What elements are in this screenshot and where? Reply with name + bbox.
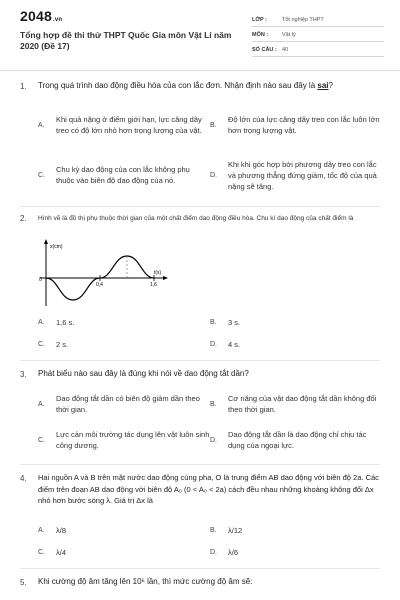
option-label: A. bbox=[38, 400, 45, 408]
option-a[interactable] bbox=[38, 316, 210, 328]
option-text: λ/8 bbox=[56, 525, 67, 535]
option-a[interactable] bbox=[38, 524, 210, 536]
option-label: D. bbox=[210, 548, 217, 556]
oscillation-graph bbox=[30, 238, 170, 310]
question-divider bbox=[20, 568, 380, 569]
option-a[interactable] bbox=[38, 390, 210, 418]
option-label: D. bbox=[210, 340, 217, 348]
meta-value: Vật lý bbox=[282, 32, 296, 38]
option-label: C. bbox=[38, 340, 45, 348]
logo-text: 2048 bbox=[20, 8, 52, 24]
document-meta bbox=[252, 14, 384, 59]
option-b[interactable] bbox=[210, 316, 382, 328]
question-text: Phát biểu nào sau đây là đúng khi nói về dao động tắt dần? bbox=[38, 369, 249, 378]
document-title: Tổng hợp đề thi thử THPT Quốc Gia môn Vật Lí năm 2020 (Đề 17) bbox=[20, 30, 232, 51]
x-axis-arrow bbox=[163, 276, 168, 280]
option-text: λ/4 bbox=[56, 547, 67, 557]
option-label: A. bbox=[38, 121, 45, 129]
option-d[interactable] bbox=[210, 338, 382, 350]
option-c[interactable] bbox=[38, 546, 210, 558]
header-divider bbox=[0, 70, 400, 71]
x-axis-label: t(s) bbox=[154, 270, 162, 276]
option-text: Chu kỳ dao động của con lắc không phụ thuộc vào biên độ dao động của nó. bbox=[56, 165, 190, 185]
option-label: A. bbox=[38, 526, 45, 534]
option-d[interactable] bbox=[210, 546, 382, 558]
meta-row-class bbox=[252, 14, 384, 27]
origin-label: 0 bbox=[39, 277, 42, 283]
option-label: B. bbox=[210, 526, 217, 534]
question-number: 4. bbox=[20, 474, 27, 483]
option-a[interactable] bbox=[38, 104, 210, 146]
option-label: B. bbox=[210, 121, 217, 129]
option-text: 2 s. bbox=[56, 339, 69, 349]
option-b[interactable] bbox=[210, 104, 382, 146]
option-text: 3 s. bbox=[228, 317, 241, 327]
option-c[interactable] bbox=[38, 338, 210, 350]
option-label: D. bbox=[210, 436, 217, 444]
option-label: D. bbox=[210, 171, 217, 179]
question-text-post: ? bbox=[328, 81, 333, 90]
meta-label: SỐ CÂU : bbox=[252, 47, 277, 53]
option-b[interactable] bbox=[210, 390, 382, 418]
y-axis-label: x(cm) bbox=[50, 244, 63, 250]
question-text-pre: Trong quá trình dao động điều hòa của con lắc đơn. Nhận định nào sau đây là bbox=[38, 81, 318, 90]
option-d[interactable] bbox=[210, 426, 382, 454]
question-divider bbox=[20, 464, 380, 465]
option-label: A. bbox=[38, 318, 45, 326]
meta-value: 40 bbox=[282, 47, 289, 53]
option-text: Khi quả nặng ở điểm giới hạn, lực căng dây treo có độ lớn nhỏ hơn trọng lượng của vật. bbox=[56, 115, 202, 135]
tick-label: 0,4 bbox=[96, 282, 103, 288]
question-number: 2. bbox=[20, 214, 27, 223]
question-number: 1. bbox=[20, 82, 27, 91]
question-number: 3. bbox=[20, 370, 27, 379]
question-emphasis: sai bbox=[317, 81, 329, 90]
option-text: 1,6 s. bbox=[56, 317, 75, 327]
question-divider bbox=[20, 206, 380, 207]
option-text: λ/12 bbox=[228, 525, 243, 535]
option-text: Dao động tắt dần là dao động chỉ chịu tác dụng của ngoại lực. bbox=[228, 430, 367, 450]
option-b[interactable] bbox=[210, 524, 382, 536]
meta-value: Tốt nghiệp THPT bbox=[282, 17, 324, 23]
question-text: Hình vẽ là đồ thị phụ thuộc thời gian của một chất điểm dao động điều hòa. Chu kì dao động của chất điểm là bbox=[38, 215, 354, 222]
document-header bbox=[0, 0, 400, 70]
option-label: B. bbox=[210, 400, 217, 408]
option-text: λ/6 bbox=[228, 547, 239, 557]
option-d[interactable] bbox=[210, 154, 382, 196]
question-text bbox=[38, 80, 383, 92]
option-text: Dao động tắt dần có biên độ giảm dần theo thời gian. bbox=[56, 394, 200, 414]
option-c[interactable] bbox=[38, 426, 210, 454]
site-logo[interactable] bbox=[20, 8, 62, 24]
question-number: 5. bbox=[20, 578, 27, 587]
option-text: Lực cản môi trường tác dụng lên vật luôn sinh công dương. bbox=[56, 430, 210, 450]
option-text: Độ lớn của lực căng dây treo con lắc luôn lớn hơn trọng lượng vật. bbox=[228, 115, 380, 135]
question-divider bbox=[20, 360, 380, 361]
option-label: C. bbox=[38, 548, 45, 556]
question-text: Khi cường độ âm tăng lên 10⁶ lần, thì mức cường độ âm sẽ: bbox=[38, 577, 253, 586]
option-label: C. bbox=[38, 436, 45, 444]
y-axis-arrow bbox=[44, 239, 48, 244]
question-text: Hai nguồn A và B trên mặt nước dao động cùng pha, O là trung điểm AB dao động với biên độ 2a. Các điểm trên đoạn AB dao động với biên độ A₀ (0 < A₀ < 2a) cách đều nhau những khoảng không đổi Δx nhỏ hơn bước sóng λ. Giá trị Δx là bbox=[38, 473, 379, 505]
meta-label: LỚP : bbox=[252, 17, 267, 23]
meta-row-subject bbox=[252, 29, 384, 42]
meta-row-count bbox=[252, 44, 384, 57]
option-text: Cơ năng của vật dao động tắt dần không đổi theo thời gian. bbox=[228, 394, 377, 414]
tick-label: 1,6 bbox=[150, 282, 157, 288]
meta-label: MÔN : bbox=[252, 32, 269, 38]
option-c[interactable] bbox=[38, 154, 210, 196]
option-label: B. bbox=[210, 318, 217, 326]
logo-suffix: .vn bbox=[52, 17, 63, 23]
option-text: Khi khi góc hợp bởi phương dây treo con lắc và phương thẳng đứng giảm, tốc độ của quả nặng sẽ tăng. bbox=[228, 159, 377, 191]
option-label: C. bbox=[38, 171, 45, 179]
option-text: 4 s. bbox=[228, 339, 241, 349]
